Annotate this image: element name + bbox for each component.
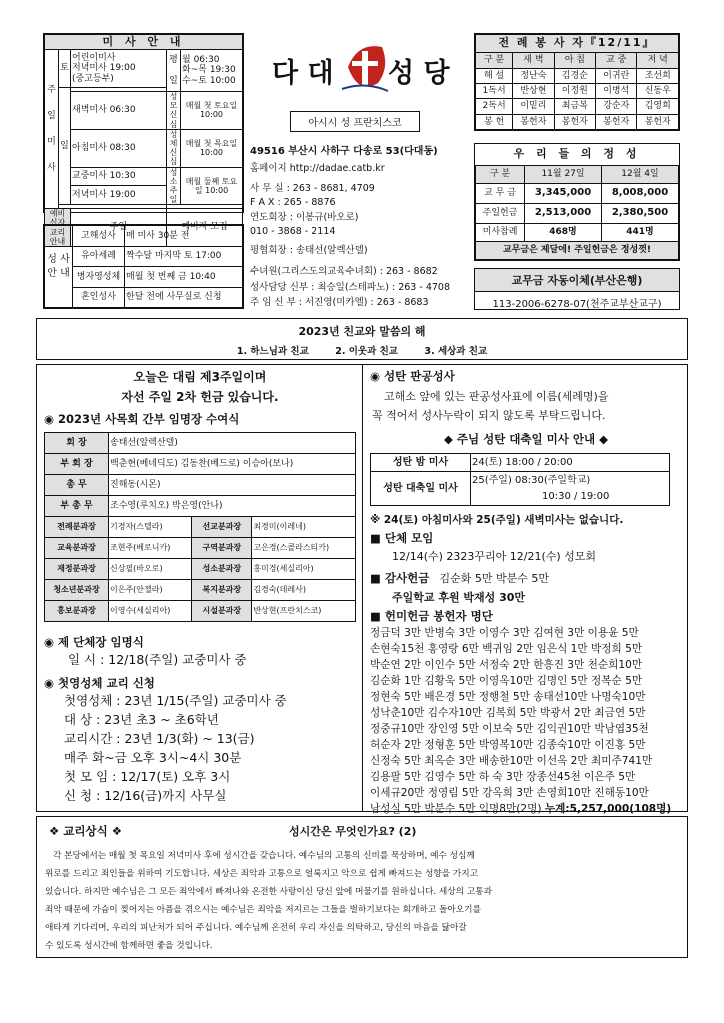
- theme-box: 2023년 친교와 말씀의 해 1. 하느님과 친교 2. 이웃과 친교 3. 세상과 친교: [36, 318, 688, 360]
- church-info: 다 대 성 당 아시시 성 프란치스코 49516 부산시 사하구 다송로 53(다대동) 홈페이지 http://dadae.catb.kr 사 무 실 : 263 - 8681, 4709 F A X : 265 - 8876 연도회장 : 이봉규(바오로) 010 - 3868 - 2114 평협회장 : 송태선(알렉산델) 수녀원(그리스도의교육수녀회) : 263 - 8682 성사담당 신부 : 최승일(스테파노) : 263 - 4708 주 임 신 부 : 서진영(미카엘) : 263 - 8683: [250, 33, 470, 313]
- mass-schedule-box: 미 사 안 내 주 일 미 사 토 어린이미사 저녁미사 19:00 (중고등부) 평 일 월 06:30 화~목 19:30 수~토 10:00 일 새벽미사 06:30 성모 신심 매월 첫 토요일 10:00 아침미사 08:30 성체 신심 매월 첫 목요일 10:00 교중미사 10:30 성소 주일 매월 둘째 토요일 10:00 저녁미사 19:00 예비신자 교리안내 주일 예비자 모집: [43, 33, 244, 213]
- sacraments-box: 성 사 안 내 고해성사 매 미사 30분 전 유아세례 짝수달 마지막 토 17:00 병자영성체 매월 첫 번째 금 10:40 혼인성사 한달 전에 사무실로 신청: [43, 224, 244, 309]
- offering-box: 우 리 들 의 정 성 구 분 11월 27일 12월 4일 교 무 금 3,345,000 8,008,000 주일헌금 2,513,000 2,380,500 미사참례 468명 441명 교무금은 제달에! 주일헌금은 정성껏!: [474, 143, 680, 261]
- prep-label: 예비신자 교리안내: [45, 209, 71, 247]
- duty-box: 전 례 봉 사 자『12/11』 구 분 새 벽 아 침 교 중 저 녁 해 설 정난숙 김경순 이귀란 조선희 1독서 반상현 이정원 이병석 신동우 2독서 이밑리 최금복 강순자 김영희 봉 헌 봉헌자 봉헌자 봉헌자 봉헌자: [474, 33, 680, 131]
- right-column: ◉ 성탄 판공성사 고해소 앞에 있는 판공성사표에 이름(세례명)을 꼭 적어서 성사누락이 되지 않도록 부탁드립니다. ◆ 주님 성탄 대축일 미사 안내 ◆ 성탄 밤 미사 24(토) 18:00 / 20:00 성탄 대축일 미사 25(주일) 08:30(주일학교) 10:30 / 19:00 ※ 24(토) 아침미사와 25(주일) 새벽미사는 없습니다. ■ 단체 모임 12/14(수) 2323꾸리아 12/21(수) 성모회 ■ 감사헌금 김순화 5만 박분수 5만 주일학교 후원 박재성 30만 ■ 헌미헌금 봉헌자 명단 정금덕 3만 반병숙 3만 이영수 3만 김여현 3만 이용윤 5만 손현숙15천 홍영랑 6만 백귀임 2만 임은식 1만 박정희 5만 박순연 2만 이인수 5만 서정숙 2만 한흥진 3만 천순희10만 김순화 1만 김황욱 5만 이영옥10만 김명인 5만 정복순 5만 정현숙 5만 배은경 5만 정행철 5만 송태선10만 나명숙10만 성낙춘10만 김수자10만 김복희 5만 박광서 2만 최금연 5만 정중규10만 장인영 5만 이보숙 5만 김익권10만 박남엽35천 허순자 2만 정형훈 5만 박영복10만 김종숙10만 이진홍 5만 신정숙 5만 최옥순 3만 배송한10만 이선옥 2만 최미주741만 김용팔 5만 김영수 5만 하 숙 3만 장종선45천 이은주 5만 이세규20만 정영림 5만 강옥희 3만 손영희10만 진해동10만 남성실 5만 박분수 5만 익명8만(2명) 누계:5,257,000(108명): [370, 368, 682, 817]
- donor-list: 정금덕 3만 반병숙 3만 이영수 3만 김여현 3만 이용윤 5만 손현숙15천 홍영랑 6만 백귀임 2만 임은식 1만 박정희 5만 박순연 2만 이인수 5만 서정숙 2만 한흥진 3만 천순희10만 김순화 1만 김황욱 5만 이영옥10만 김명인 5만 정복순 5만 정현숙 5만 배은경 5만 정행철 5만 송태선10만 나명숙10만 성낙춘10만 김수자10만 김복희 5만 박광서 2만 최금연 5만 정중규10만 장인영 5만 이보숙 5만 김익권10만 박남엽35천 허순자 2만 정형훈 5만 박영복10만 김종숙10만 이진홍 5만 신정숙 5만 최옥순 3만 배송한10만 이선옥 2만 최미주741만 김용팔 5만 김영수 5만 하 숙 3만 장종선45천 이은주 5만 이세규20만 정영림 5만 강옥희 3만 손영희10만 진해동10만 남성실 5만 박분수 5만 익명8만(2명) 누계:5,257,000(108명): [370, 627, 672, 815]
- cross-logo-icon: [338, 37, 392, 97]
- mass-title: 미 사 안 내: [45, 35, 243, 50]
- transfer-box: 교무금 자동이체(부산은행) 113-2006-6278-07(천주교부산교구): [474, 268, 680, 310]
- patron-banner: 아시시 성 프란치스코: [290, 111, 420, 132]
- catechism-box: ❖ 교리상식 ❖ 성시간은 무엇인가요? (2) 각 본당에서는 매월 첫 목요일 저녁미사 후에 성시간을 갖습니다. 예수님의 고통의 신비를 묵상하며, 예수 성심께 위로를 드리고 죄인들을 위하여 기도합니다. 세상은 죄악과 고통으로 얼룩지고 악으로 쉽게 빠져드는 성향을 가지고 있습니다. 하지만 예수님은 그 모든 죄악에서 빠져나와 온전한 사랑이신 당신 앞에 머물기를 원하십니다. 세상의 고통과 죄악 때문에 가슴이 찢어지는 아픔을 겪으시는 예수님은 죄악을 저지르는 그들을 벌하기보다는 회개하고 돌아오기를 애타게 기다리며, 우리의 피난처가 되어 주십니다. 예수님께 온전히 우리 자신을 의탁하고, 당신의 마음을 닮아갈 수 있도록 성시간에 함께하면 좋을 것입니다.: [36, 816, 688, 958]
- church-logo: 다 대 성 당: [250, 33, 470, 111]
- left-column: 오늘은 대림 제3주일이며 자선 주일 2차 헌금 있습니다. ◉ 2023년 사목회 간부 임명장 수여식 회 장 송태선(알렉산델) 부 회 장 백춘현(베네딕도) 김동찬(베드로) 이승아(보나) 총 무 진해동(시몬) 부 총 무 조수영(루치오) 박은영(안나) 전례분과장 기경자(스텔라) 선교분과장 최경미(이레네) 교육분과장 조현주(베로니카) 구역분과장 고은경(스콜라스티카) 재정분과장 신상필(바오로) 성소분과장 홍미경(세실리아) 청소년분과장 이은주(안젤라) 복지분과장 김경숙(데레사) 홍보분과장 이영수(세실리아) 시설분과장 반상현(프란치스코) ◉ 제 단체장 임명식 일 시 : 12/18(주일) 교중미사 중 ◉ 첫영성체 교리 신청 첫영성체 : 23년 1/15(주일) 교중미사 중 대 상 : 23년 초3 ~ 초6학년 교리시간 : 23년 1/3(화) ~ 13(금) 매주 화~금 오후 3시~4시 30분 첫 모 임 : 12/17(토) 오후 3시 신 청 : 12/16(금)까지 사무실: [44, 368, 356, 805]
- xmas-table: 성탄 밤 미사 24(토) 18:00 / 20:00 성탄 대축일 미사 25(주일) 08:30(주일학교) 10:30 / 19:00: [370, 453, 670, 506]
- donor-total: 누계:5,257,000(108명): [544, 803, 672, 815]
- org-table: 회 장 송태선(알렉산델) 부 회 장 백춘현(베네딕도) 김동찬(베드로) 이승아(보나) 총 무 진해동(시몬) 부 총 무 조수영(루치오) 박은영(안나) 전례분과장 기경자(스텔라) 선교분과장 최경미(이레네) 교육분과장 조현주(베로니카) 구역분과장 고은경(스콜라스티카) 재정분과장 신상필(바오로) 성소분과장 홍미경(세실리아) 청소년분과장 이은주(안젤라) 복지분과장 김경숙(데레사) 홍보분과장 이영수(세실리아) 시설분과장 반상현(프란치스코): [44, 432, 356, 622]
